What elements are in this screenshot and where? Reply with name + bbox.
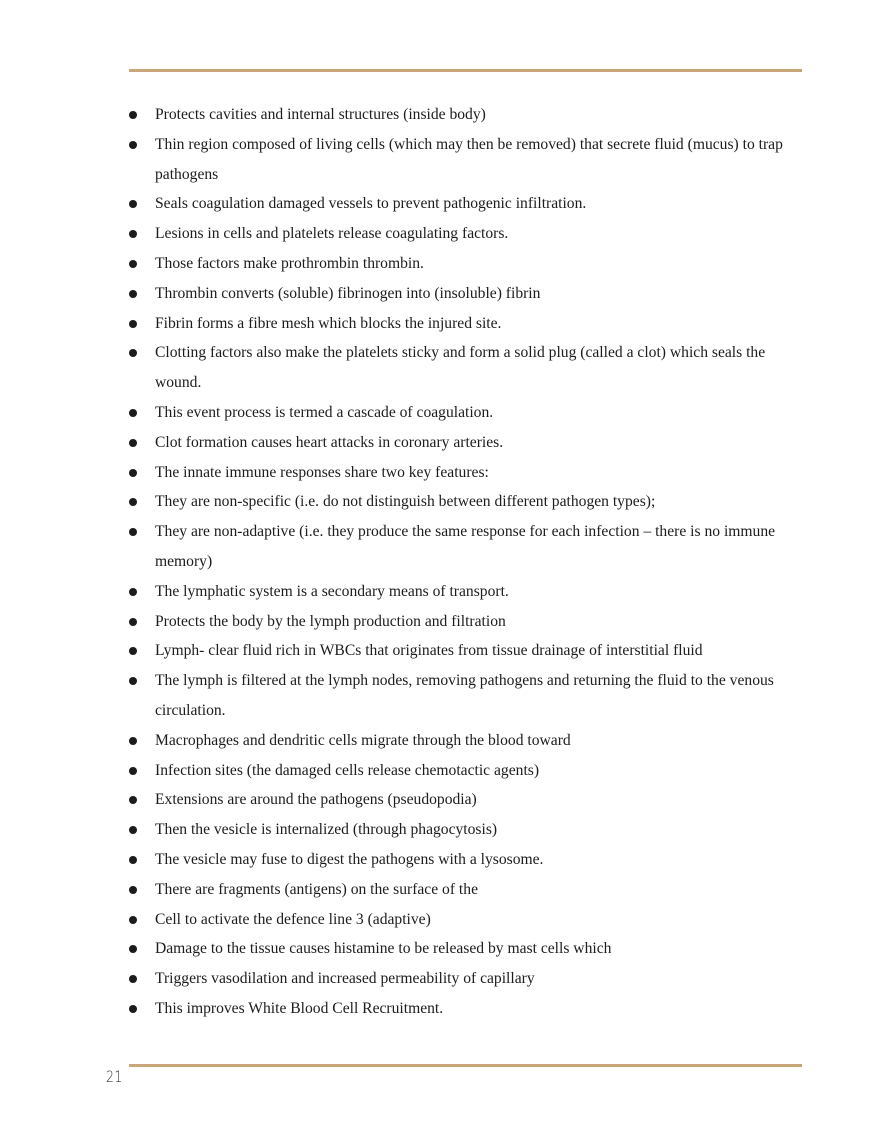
bullet-icon <box>129 588 137 596</box>
list-item-text: Fibrin forms a fibre mesh which blocks the injured site. <box>155 314 502 332</box>
list-item <box>128 249 808 279</box>
list-item-text: They are non-specific (i.e. do not distinguish between different pathogen types); <box>155 493 656 511</box>
page-number: 21 <box>106 1067 123 1086</box>
bullet-icon <box>129 886 137 894</box>
list-item <box>128 607 808 637</box>
header-rule <box>129 69 802 72</box>
list-item-text: The lymphatic system is a secondary means of transport. <box>155 582 509 600</box>
bullet-icon <box>129 647 137 655</box>
list-item-text: Protects cavities and internal structures (inside body) <box>155 106 486 123</box>
bullet-icon <box>129 498 137 506</box>
bullet-icon <box>129 528 137 536</box>
list-item-text: Clot formation causes heart attacks in coronary arteries. <box>155 433 504 451</box>
bullet-icon <box>129 409 137 417</box>
list-item-text: Protects the body by the lymph production and filtration <box>155 612 506 630</box>
bullet-icon <box>129 737 137 745</box>
list-item <box>128 636 808 666</box>
list-item-text: They are non-adaptive (i.e. they produce the same response for each infection – there is no immune memory) <box>155 523 776 570</box>
footer-rule <box>129 1064 802 1067</box>
list-item-text: The innate immune responses share two key features: <box>155 463 489 481</box>
list-item <box>128 756 808 786</box>
list-item-text: Lymph- clear fluid rich in WBCs that originates from tissue drainage of interstitial fluid <box>155 642 703 660</box>
list-item-text: Macrophages and dendritic cells migrate through the blood toward <box>155 731 571 749</box>
list-item <box>128 309 808 339</box>
bullet-icon <box>129 945 137 953</box>
list-item <box>128 428 808 458</box>
list-item <box>128 517 808 577</box>
list-item <box>128 875 808 905</box>
list-item-text: Then the vesicle is internalized (through phagocytosis) <box>155 821 498 839</box>
bullet-icon <box>129 469 137 477</box>
list-item <box>128 577 808 607</box>
list-item <box>128 994 808 1024</box>
list-item-text: Seals coagulation damaged vessels to prevent pathogenic infiltration. <box>155 195 587 213</box>
list-item-text: Damage to the tissue causes histamine to be released by mast cells which <box>155 940 612 958</box>
bullet-icon <box>129 975 137 983</box>
list-item-text: Triggers vasodilation and increased permeability of capillary <box>155 970 535 988</box>
bullet-icon <box>129 111 137 119</box>
list-item-text: Thin region composed of living cells (which may then be removed) that secrete fluid (mucus) to trap pathogens <box>155 135 783 183</box>
bullet-icon <box>129 439 137 447</box>
bullet-list <box>128 100 808 1024</box>
list-item-text: The vesicle may fuse to digest the pathogens with a lysosome. <box>155 850 544 868</box>
bullet-icon <box>129 200 137 208</box>
list-item <box>128 785 808 815</box>
bullet-icon <box>129 916 137 924</box>
list-item <box>128 666 808 726</box>
bullet-icon <box>129 141 137 149</box>
bullet-icon <box>129 618 137 626</box>
bullet-icon <box>129 677 137 685</box>
list-item <box>128 934 808 964</box>
list-item-text: Clotting factors also make the platelets sticky and form a solid plug (called a clot) which seals the wound. <box>155 344 766 392</box>
bullet-icon <box>129 826 137 834</box>
bullet-icon <box>129 260 137 268</box>
list-item <box>128 845 808 875</box>
bullet-icon <box>129 796 137 804</box>
list-item <box>128 189 808 219</box>
bullet-icon <box>129 349 137 357</box>
list-item <box>128 338 808 398</box>
list-item-text: This event process is termed a cascade of coagulation. <box>155 403 494 421</box>
list-item-text: Those factors make prothrombin thrombin. <box>155 254 424 272</box>
list-item <box>128 726 808 756</box>
bullet-icon <box>129 767 137 775</box>
bullet-icon <box>129 1005 137 1013</box>
list-item-text: Thrombin converts (soluble) fibrinogen into (insoluble) fibrin <box>155 284 541 302</box>
list-item <box>128 487 808 517</box>
list-item-text: Cell to activate the defence line 3 (adaptive) <box>155 910 431 928</box>
bullet-icon <box>129 290 137 298</box>
list-item <box>128 964 808 994</box>
list-item <box>128 130 808 190</box>
list-item-text: Extensions are around the pathogens (pseudopodia) <box>155 791 477 809</box>
list-item <box>128 458 808 488</box>
list-item <box>128 219 808 249</box>
bullet-icon <box>129 320 137 328</box>
list-item-text: This improves White Blood Cell Recruitment. <box>155 999 444 1017</box>
bullet-icon <box>129 230 137 238</box>
bullet-icon <box>129 856 137 864</box>
list-item <box>128 815 808 845</box>
list-item-text: Infection sites (the damaged cells release chemotactic agents) <box>155 761 540 779</box>
list-item-text: The lymph is filtered at the lymph nodes, removing pathogens and returning the fluid to the venous circulation. <box>155 672 774 719</box>
list-item <box>128 905 808 935</box>
list-item-text: Lesions in cells and platelets release coagulating factors. <box>155 225 509 243</box>
list-item-text: There are fragments (antigens) on the surface of the <box>155 880 478 898</box>
list-item <box>128 100 808 130</box>
list-item <box>128 279 808 309</box>
list-item <box>128 398 808 428</box>
